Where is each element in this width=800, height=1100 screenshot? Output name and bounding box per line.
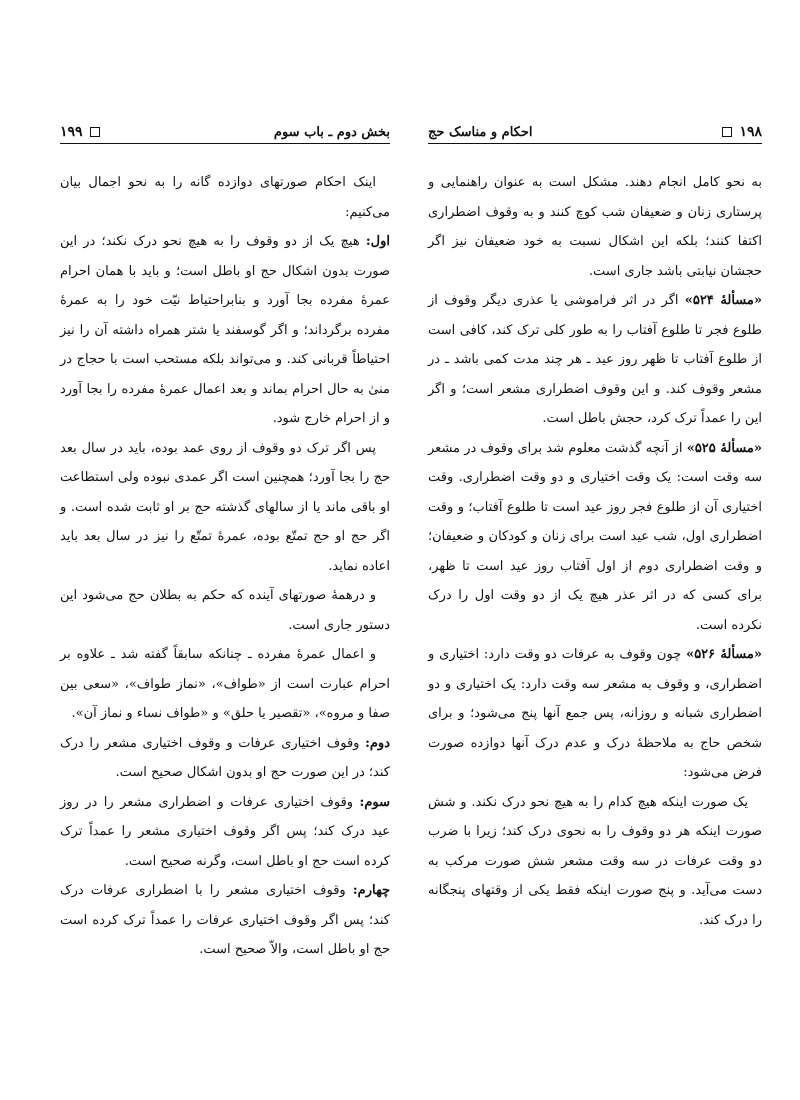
paragraph — [60, 876, 390, 965]
paragraph-text: و اعمال عمرهٔ مفرده ـ چنانکه سابقاً گفته شد ـ علاوه بر احرام عبارت است از «طواف»، «نماز طواف»، «سعی بین صفا و مروه»، «تقصیر یا حلق» و «طواف نساء و نماز آن». — [60, 647, 390, 721]
page-number-wrap — [719, 124, 762, 140]
paragraph-text: یک صورت اینکه هیچ کدام را به هیچ نحو درک نکند. و شش صورت اینکه هر دو وقوف را به نحوی درک کند؛ زیرا با ضرب دو وقت عرفات در سه وقت مشعر شش صورت مرکب به دست می‌آید. و پنج صورت اینکه فقط یکی از وقتهای پنجگانه را درک کند. — [428, 794, 762, 928]
paragraph-text: اینک احکام صورتهای دوازده گانه را به نحو اجمال بیان می‌کنیم: — [60, 175, 390, 220]
paragraph-text: وقوف اختیاری عرفات و وقوف اختیاری مشعر را درک کند؛ در این صورت حج او بدون اشکال صحیح است. — [60, 735, 390, 780]
paragraph-lead: «مسألهٔ ۵۲۴» — [684, 293, 762, 308]
paragraph-lead: اول: — [365, 234, 390, 249]
paragraph-text: وقوف اختیاری مشعر را با اضطراری عرفات درک کند؛ پس اگر وقوف اختیاری عرفات را عمداً ترک کرده است حج او باطل است، والاّ صحیح است. — [60, 883, 390, 957]
paragraph — [428, 286, 762, 434]
paragraph-lead: «مسألهٔ ۵۲۶» — [686, 647, 762, 662]
paragraph — [60, 227, 390, 434]
paragraph-lead: سوم: — [359, 794, 390, 810]
page-number-wrap — [60, 124, 103, 140]
paragraph-text: اگر در اثر فراموشی یا عذری دیگر وقوف از طلوع فجر تا طلوع آفتاب را به طور کلی ترک کند، کافی است از طلوع آفتاب تا ظهر روز عید ـ هر چند مدت کمی باشد ـ در مشعر وقوف کند. و این وقوف اضطراری مشعر است؛ و اگر این را عمداً ترک کرد، حجش باطل است. — [428, 293, 762, 426]
running-title: بخش دوم ـ باب سوم — [273, 125, 390, 140]
paragraph — [428, 640, 762, 788]
paragraph-text: وقوف اختیاری عرفات و اضطراری مشعر را در روز عید درک کند؛ پس اگر وقوف اختیاری مشعر را عمداً ترک کرده است حج او باطل است، وگرنه صحیح است. — [60, 794, 390, 869]
page-number: ۱۹۹ — [60, 124, 83, 140]
paragraph — [60, 434, 390, 582]
page-header — [428, 118, 762, 144]
paragraph — [428, 434, 762, 641]
square-ornament-icon — [722, 127, 732, 137]
paragraph — [60, 581, 390, 640]
paragraph-text: و درهمهٔ صورتهای آینده که حکم به بطلان حج می‌شود این دستور جاری است. — [60, 588, 390, 633]
paragraph — [60, 788, 390, 877]
paragraph — [60, 168, 390, 227]
paragraph-text: به نحو کامل انجام دهند. مشکل است به عنوان راهنمایی و پرستاری زنان و ضعیفان شب کوچ کنند و به وقوف اضطراری اکتفا کنند؛ بلکه این اشکال نسبت به خود ضعیفان نیز اگر حجشان نیابتی باشد جاری است. — [428, 175, 762, 279]
paragraph-lead: دوم: — [365, 735, 390, 751]
paragraph-text: پس اگر ترک دو وقوف از روی عمد بوده، باید در سال بعد حج را بجا آورد؛ همچنین است اگر عمدی نبوده ولی استطاعت او باقی ماند یا از سالهای گذشته حج بر او ثابت شده است. و اگر حج او حج تمتّع بوده، عمرهٔ تمتّع را نیز در سال بعد باید اعاده نماید. — [60, 440, 390, 574]
paragraph-text: چون وقوف به عرفات دو وقت دارد: اختیاری و اضطراری، و وقوف به مشعر سه وقت دارد: یک اختیاری و دو اضطراری شبانه و روزانه، پس جمع آنها پنج می‌شود؛ و برای شخص حاج به ملاحظهٔ درک و عدم درک آنها دوازده صورت فرض می‌شود: — [428, 647, 762, 780]
square-ornament-icon — [90, 127, 100, 137]
paragraph — [60, 640, 390, 729]
page-body — [60, 168, 390, 965]
right-page — [428, 118, 762, 935]
paragraph-text: هیچ یک از دو وقوف را به هیچ نحو درک نکند؛ در این صورت بدون اشکال حج او باطل است؛ و باید با همان احرام عمرهٔ مفرده بجا آورد و بنابراحتیاط نیّت خود را به عمرهٔ مفرده برگرداند؛ و اگر گوسفند یا شتر همراه داشته آن را نیز احتیاطاً قربانی کند. و می‌تواند بلکه مستحب است با حجاج در منیٰ به حال احرام بماند و بعد اعمال عمرهٔ مفرده را بجا آورد و از احرام خارج شود. — [60, 234, 390, 426]
page-header — [60, 118, 390, 144]
page-number: ۱۹۸ — [739, 124, 762, 140]
paragraph-lead: چهارم: — [352, 883, 390, 898]
paragraph — [428, 168, 762, 286]
paragraph — [60, 729, 390, 788]
left-page — [60, 118, 390, 965]
paragraph-lead: «مسألهٔ ۵۲۵» — [686, 440, 762, 456]
page-body — [428, 168, 762, 935]
paragraph-text: از آنچه گذشت معلوم شد برای وقوف در مشعر سه وقت است: یک وقت اختیاری و دو وقت اضطراری. وقت اختیاری آن از طلوع فجر روز عید است تا طلوع آفتاب؛ و وقت اضطراری اول، شب عید است برای زنان و کودکان و ضعیفان؛ و وقت اضطراری دوم از اول آفتاب روز عید است تا ظهر، برای کسی که در اثر عذر هیچ یک از دو وقت اول را درک نکرده است. — [428, 440, 762, 633]
running-title: احکام و مناسک حج — [428, 125, 533, 140]
paragraph — [428, 788, 762, 936]
